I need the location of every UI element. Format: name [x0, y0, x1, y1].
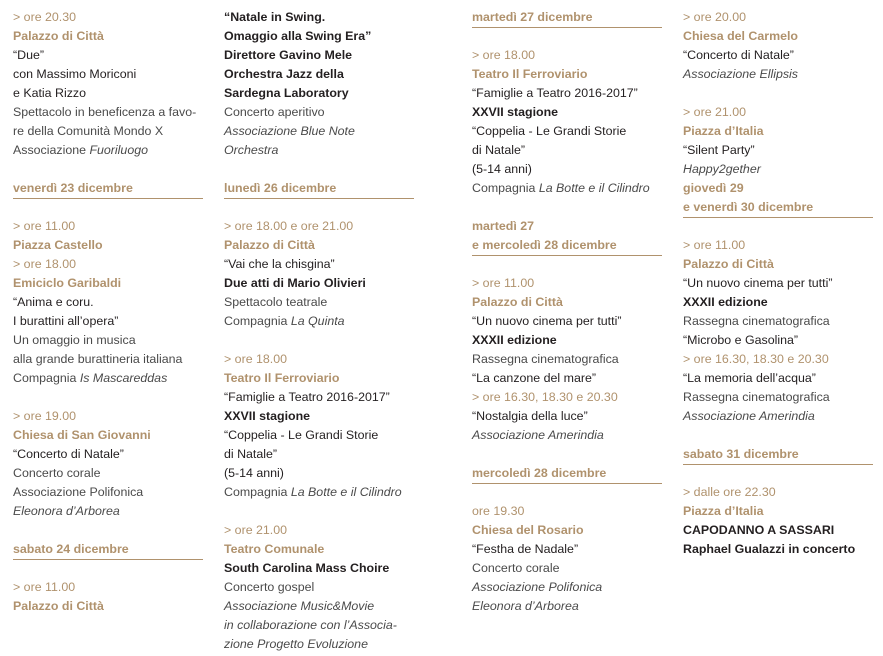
event-performer: Orchestra Jazz della	[224, 67, 344, 81]
event-title: “Un nuovo cinema per tutti”	[683, 276, 833, 290]
event-performer: con Massimo Moriconi	[13, 67, 137, 81]
day-heading: sabato 24 dicembre	[13, 542, 129, 556]
organizer-name: Is Mascareddas	[79, 371, 168, 385]
event-venue: Teatro Il Ferroviario	[224, 371, 340, 385]
day-divider	[683, 217, 873, 218]
event-description: Rassegna cinematografica	[683, 390, 830, 404]
event-organizer: Associazione Polifonica	[472, 580, 603, 594]
event-title: “Nostalgia della luce”	[472, 409, 588, 423]
day-heading: martedì 27	[472, 219, 534, 233]
event-title: “Concerto di Natale”	[13, 447, 124, 461]
column-1	[13, 8, 213, 616]
event-organizer: zione Progetto Evoluzione	[224, 637, 368, 651]
event-venue: Palazzo di Città	[13, 599, 104, 613]
event-title: “Famiglie a Teatro 2016-2017”	[472, 86, 638, 100]
event-organizer: Eleonora d’Arborea	[472, 599, 579, 613]
organizer-name: Fuoriluogo	[89, 143, 149, 157]
event-time: > ore 16.30, 18.30 e 20.30	[683, 352, 829, 366]
event-time: > ore 16.30, 18.30 e 20.30	[472, 390, 618, 404]
event-venue: Chiesa del Carmelo	[683, 29, 799, 43]
day-divider	[472, 483, 662, 484]
day-heading: martedì 27 dicembre	[472, 10, 593, 24]
event-title: “Un nuovo cinema per tutti”	[472, 314, 622, 328]
day-heading: sabato 31 dicembre	[683, 447, 799, 461]
event-organizer	[224, 122, 424, 141]
event-venue: Palazzo di Città	[224, 238, 315, 252]
event-title: “Natale in Swing.	[224, 10, 326, 24]
event-time: > ore 19.00	[13, 409, 77, 423]
event-performer: e Katia Rizzo	[13, 86, 87, 100]
event-title: “Due”	[13, 48, 44, 62]
event-organizer	[13, 369, 213, 388]
day-divider	[13, 198, 203, 199]
event-detail: di Natale”	[224, 447, 278, 461]
day-divider	[13, 559, 203, 560]
event-organizer: Associazione Amerindia	[683, 409, 815, 423]
organizer-prefix: Compagnia	[224, 314, 291, 328]
event-title: “Famiglie a Teatro 2016-2017”	[224, 390, 390, 404]
event-title: “Vai che la chisgina”	[224, 257, 335, 271]
event-description: Un omaggio in musica	[13, 333, 136, 347]
event-organizer: Eleonora d’Arborea	[13, 504, 120, 518]
day-heading: e venerdì 30 dicembre	[683, 200, 814, 214]
event-time: > ore 21.00	[224, 523, 288, 537]
day-divider	[472, 27, 662, 28]
event-time: > dalle ore 22.30	[683, 485, 776, 499]
event-venue: Palazzo di Città	[13, 29, 104, 43]
event-performer: Sardegna Laboratory	[224, 86, 349, 100]
event-organizer: Associazione Polifonica	[13, 485, 144, 499]
event-venue: Palazzo di Città	[472, 295, 563, 309]
event-venue: Chiesa del Rosario	[472, 523, 584, 537]
event-detail: (5-14 anni)	[472, 162, 532, 176]
event-title: “Microbo e Gasolina”	[683, 333, 799, 347]
event-time: ore 19.30	[472, 504, 525, 518]
event-time: > ore 18.00 e ore 21.00	[224, 219, 354, 233]
event-performer: CAPODANNO A SASSARI	[683, 523, 835, 537]
event-detail: XXVII stagione	[224, 409, 311, 423]
event-organizer	[13, 141, 213, 160]
event-detail: (5-14 anni)	[224, 466, 284, 480]
event-title: I burattini all’opera”	[13, 314, 119, 328]
organizer-prefix: Compagnia	[472, 181, 539, 195]
event-detail: “Coppelia - Le Grandi Storie	[224, 428, 379, 442]
event-time: > ore 18.00	[13, 257, 77, 271]
event-description: Rassegna cinematografica	[683, 314, 830, 328]
event-time: > ore 11.00	[683, 238, 746, 252]
event-time: > ore 11.00	[472, 276, 535, 290]
event-detail: XXXII edizione	[683, 295, 768, 309]
event-description: re della Comunità Mondo X	[13, 124, 164, 138]
organizer-prefix: Associazione	[13, 143, 90, 157]
event-venue: Palazzo di Città	[683, 257, 774, 271]
event-venue: Piazza Castello	[13, 238, 103, 252]
day-heading: giovedì 29	[683, 181, 744, 195]
day-divider	[224, 198, 414, 199]
event-organizer: Happy2gether	[683, 162, 761, 176]
organizer-name: La Botte e il Cilindro	[538, 181, 650, 195]
event-description: Rassegna cinematografica	[472, 352, 619, 366]
event-organizer: Orchestra	[224, 143, 279, 157]
event-venue: Piazza d’Italia	[683, 504, 764, 518]
event-performer: Raphael Gualazzi in concerto	[683, 542, 856, 556]
event-detail: di Natale”	[472, 143, 526, 157]
event-title: “Silent Party”	[683, 143, 755, 157]
event-organizer	[472, 179, 672, 198]
event-venue: Chiesa di San Giovanni	[13, 428, 151, 442]
organizer-name: La Quinta	[290, 314, 345, 328]
event-title: Omaggio alla Swing Era”	[224, 29, 372, 43]
event-time: > ore 20.30	[13, 10, 77, 24]
event-title: “Concerto di Natale”	[683, 48, 794, 62]
event-organizer: in collaborazione con l’Associa-	[224, 618, 397, 632]
event-organizer: Associazione Music&Movie	[224, 599, 375, 613]
event-organizer	[224, 312, 424, 331]
event-description: Spettacolo in beneficenza a favo-	[13, 105, 197, 119]
event-time: > ore 18.00	[224, 352, 288, 366]
event-time: > ore 18.00	[472, 48, 536, 62]
day-divider	[472, 255, 662, 256]
event-description: alla grande burattineria italiana	[13, 352, 183, 366]
event-title: “La memoria dell’acqua”	[683, 371, 816, 385]
event-title: “Anima e coru.	[13, 295, 94, 309]
event-time: > ore 21.00	[683, 105, 747, 119]
event-performer: South Carolina Mass Choire	[224, 561, 390, 575]
organizer-prefix: Compagnia	[224, 485, 291, 499]
organizer-name: Blue Note	[300, 124, 355, 138]
event-performer: Due atti di Mario Olivieri	[224, 276, 366, 290]
organizer-prefix: Associazione	[224, 124, 301, 138]
event-time: > ore 11.00	[13, 219, 76, 233]
event-time: > ore 11.00	[13, 580, 76, 594]
event-title: “La canzone del mare”	[472, 371, 596, 385]
event-description: Concerto corale	[13, 466, 101, 480]
event-venue: Teatro Il Ferroviario	[472, 67, 588, 81]
organizer-prefix: Compagnia	[13, 371, 80, 385]
event-venue: Emiciclo Garibaldi	[13, 276, 122, 290]
day-heading: lunedì 26 dicembre	[224, 181, 337, 195]
event-organizer	[224, 483, 424, 502]
event-detail: “Coppelia - Le Grandi Storie	[472, 124, 627, 138]
organizer-name: La Botte e il Cilindro	[290, 485, 402, 499]
day-heading: venerdì 23 dicembre	[13, 181, 133, 195]
event-venue: Teatro Comunale	[224, 542, 325, 556]
event-title: “Festha de Nadale”	[472, 542, 579, 556]
event-description: Concerto corale	[472, 561, 560, 575]
day-heading: e mercoledì 28 dicembre	[472, 238, 617, 252]
event-time: > ore 20.00	[683, 10, 747, 24]
event-venue: Piazza d’Italia	[683, 124, 764, 138]
day-heading: mercoledì 28 dicembre	[472, 466, 607, 480]
event-organizer: Associazione Ellipsis	[683, 67, 799, 81]
event-description: Concerto aperitivo	[224, 105, 325, 119]
event-performer: Direttore Gavino Mele	[224, 48, 353, 62]
event-description: Spettacolo teatrale	[224, 295, 328, 309]
day-divider	[683, 464, 873, 465]
column-3	[472, 8, 672, 616]
column-4	[683, 8, 883, 559]
event-organizer: Associazione Amerindia	[472, 428, 604, 442]
event-detail: XXXII edizione	[472, 333, 557, 347]
event-description: Concerto gospel	[224, 580, 315, 594]
event-detail: XXVII stagione	[472, 105, 559, 119]
column-2	[224, 8, 424, 654]
